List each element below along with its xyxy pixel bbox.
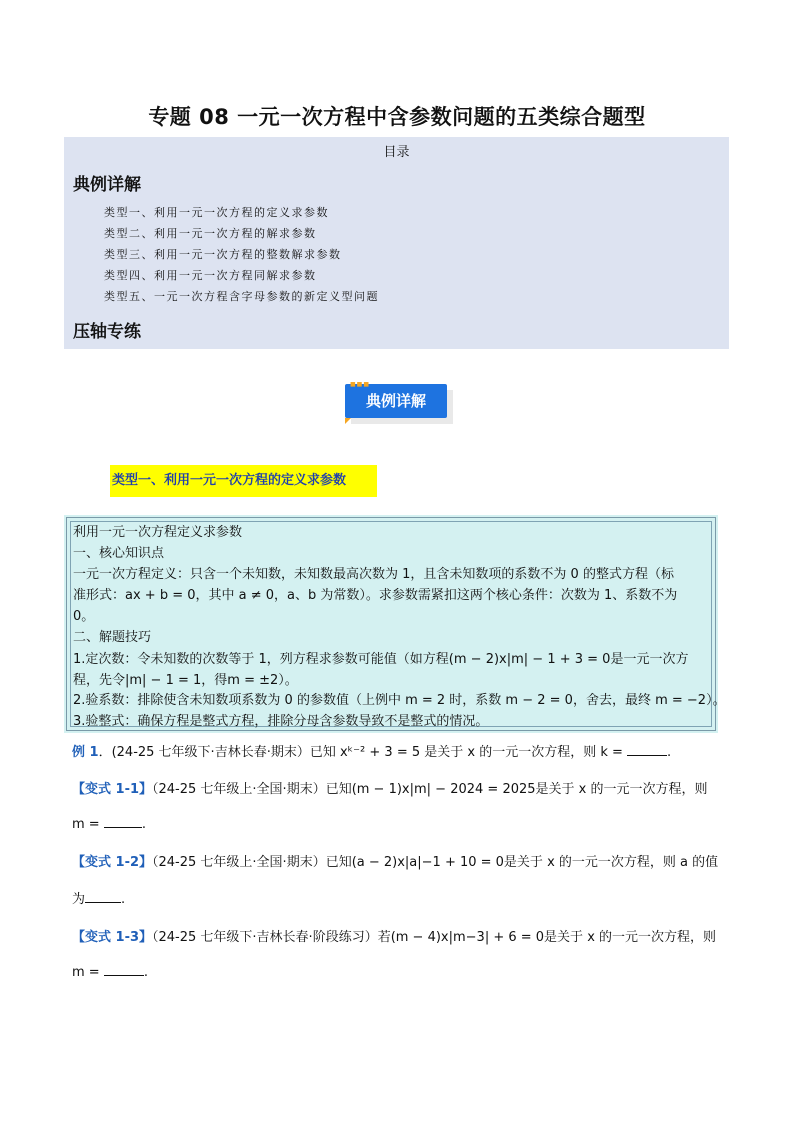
answer-blank[interactable]	[104, 815, 142, 828]
banner-label: 典例详解	[345, 384, 447, 418]
question-text: （24-25 七年级上·全国·期末）已知(m − 1)x|m| − 2024 = 2025是关于 x 的一元一次方程，则	[152, 782, 708, 797]
toc-item-type1[interactable]: 类型一、利用一元一次方程的定义求参数	[104, 206, 329, 219]
variant-1-3	[72, 926, 716, 945]
variant-tag: 【变式 1-2】	[72, 855, 153, 870]
question-text: （24-25 七年级下·吉林长春·阶段练习）若(m − 4)x|m−3| + 6 = 0是关于 x 的一元一次方程，则	[152, 930, 717, 945]
question-text: （24-25 七年级上·全国·期末）已知(a − 2)x|a|−1 + 10 = 0是关于 x 的一元一次方程，则 a 的值	[152, 855, 719, 870]
banner-corner-decoration	[345, 418, 351, 424]
knowledge-line: 2.验系数：排除使含未知数项系数为 0 的参数值（上例中 m = 2 时，系数 m − 2 = 0，舍去，最终 m = −2）。	[73, 693, 726, 708]
variant-1-1-answer: m = .	[72, 817, 146, 832]
knowledge-line: 3.验整式：确保方程是整式方程，排除分母含参数导致不是整式的情况。	[73, 714, 489, 729]
example-1: 例 1．(24-25 七年级下·吉林长春·期末）已知 xᵏ⁻² + 3 = 5 是关于 x 的一元一次方程，则 k = .	[72, 745, 672, 760]
toc-label: 目录	[383, 145, 410, 160]
variant-tag: 【变式 1-3】	[72, 930, 153, 945]
toc-item-type5[interactable]: 类型五、一元一次方程含字母参数的新定义型问题	[104, 290, 379, 303]
variant-1-3-answer: m = .	[72, 965, 148, 980]
toc-item-type4[interactable]: 类型四、利用一元一次方程同解求参数	[104, 269, 317, 282]
toc-section-examples[interactable]: 典例详解	[73, 175, 141, 195]
variant-1-2	[72, 851, 718, 870]
knowledge-line: 准形式：ax + b = 0，其中 a ≠ 0，a、b 为常数）。求参数需紧扣这两个核心条件：次数为 1、系数不为	[73, 588, 678, 603]
knowledge-heading-1: 一、核心知识点	[73, 546, 165, 561]
toc-section-practice[interactable]: 压轴专练	[73, 322, 141, 342]
page-title: 专题 08 一元一次方程中含参数问题的五类综合题型	[148, 105, 646, 129]
knowledge-line: 一元一次方程定义：只含一个未知数，未知数最高次数为 1，且含未知数项的系数不为 0 的整式方程（标	[73, 567, 674, 582]
toc-item-type2[interactable]: 类型二、利用一元一次方程的解求参数	[104, 227, 317, 240]
variant-tag: 【变式 1-1】	[72, 782, 153, 797]
knowledge-line: 程，先令|m| − 1 = 1，得m = ±2）。	[73, 673, 298, 688]
answer-blank[interactable]	[85, 890, 121, 903]
question-text: ．(24-25 七年级下·吉林长春·期末）已知 xᵏ⁻² + 3 = 5 是关于 x 的一元一次方程，则 k =	[98, 745, 623, 760]
answer-blank[interactable]	[627, 743, 667, 756]
table-of-contents	[64, 137, 729, 349]
knowledge-title: 利用一元一次方程定义求参数	[73, 525, 243, 540]
knowledge-heading-2: 二、解题技巧	[73, 630, 152, 645]
example-tag: 例 1	[72, 745, 99, 760]
variant-1-1	[72, 778, 707, 797]
knowledge-line: 1.定次数：令未知数的次数等于 1，列方程求参数可能值（如方程(m − 2)x|m| − 1 + 3 = 0是一元一次方	[73, 652, 689, 667]
section-banner	[345, 382, 455, 424]
variant-1-2-answer: 为 .	[72, 892, 126, 907]
knowledge-line: 0。	[73, 609, 95, 624]
answer-blank[interactable]	[104, 963, 144, 976]
answer-label: 为	[72, 892, 86, 907]
type1-heading: 类型一、利用一元一次方程的定义求参数	[110, 465, 377, 497]
answer-label: m =	[72, 817, 100, 832]
knowledge-box	[66, 517, 726, 731]
toc-item-type3[interactable]: 类型三、利用一元一次方程的整数解求参数	[104, 248, 342, 261]
answer-label: m =	[72, 965, 100, 980]
banner-dots-decoration: ■■■	[350, 381, 371, 388]
